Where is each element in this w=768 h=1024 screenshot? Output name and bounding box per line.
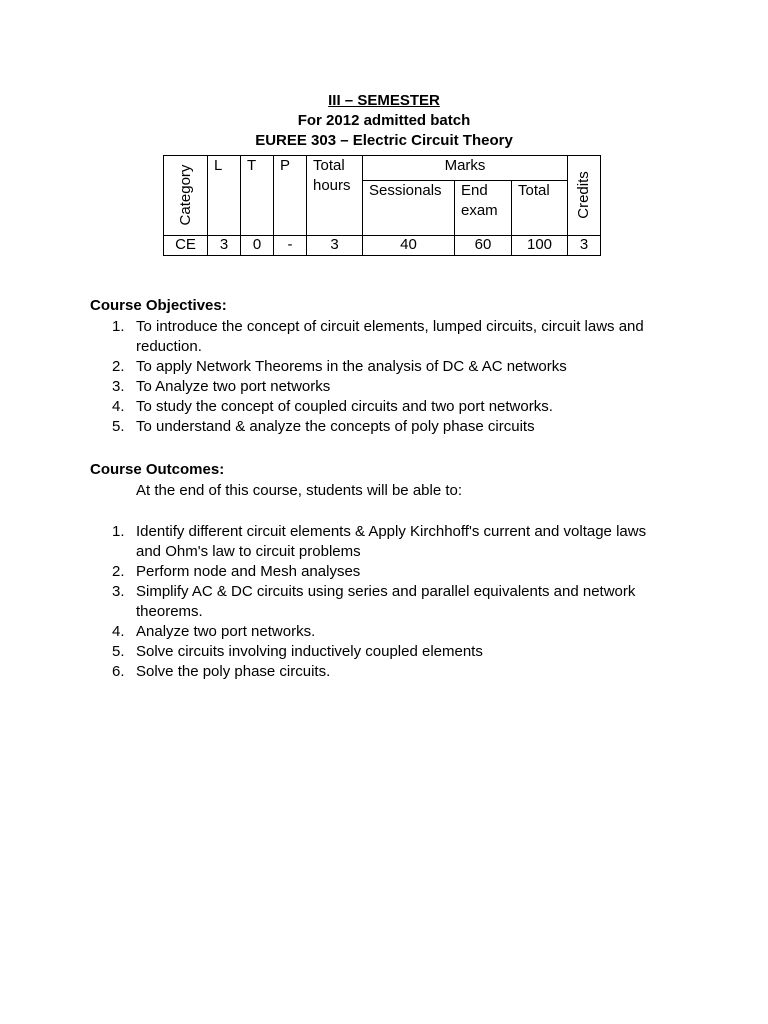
cell-end-exam: 60 bbox=[455, 236, 512, 256]
header-sessionals: Sessionals bbox=[363, 181, 455, 236]
list-item-text: To study the concept of coupled circuits and two port networks. bbox=[136, 398, 553, 415]
header-p: P bbox=[274, 156, 307, 236]
list-item-text: Analyze two port networks. bbox=[136, 623, 316, 640]
list-item-number: 4. bbox=[112, 398, 125, 415]
outcomes-heading: Course Outcomes: bbox=[90, 461, 225, 478]
cell-category: CE bbox=[164, 236, 208, 256]
list-item bbox=[90, 622, 670, 642]
document-header bbox=[0, 91, 768, 151]
header-credits-cell bbox=[568, 156, 601, 236]
header-total-hours: Total hours bbox=[307, 156, 363, 236]
list-item-text: To introduce the concept of circuit elements, lumped circuits, circuit laws and reduction. bbox=[136, 318, 644, 355]
list-item-text: Perform node and Mesh analyses bbox=[136, 563, 361, 580]
list-item-number: 1. bbox=[112, 318, 125, 335]
header-credits: Credits bbox=[575, 171, 592, 219]
objectives-heading: Course Objectives: bbox=[90, 297, 227, 314]
list-item bbox=[90, 357, 670, 377]
list-item-number: 2. bbox=[112, 358, 125, 375]
header-l: L bbox=[208, 156, 241, 236]
list-item-number: 5. bbox=[112, 418, 125, 435]
course-credit-table bbox=[163, 155, 601, 256]
list-item bbox=[90, 522, 670, 562]
list-item bbox=[90, 317, 670, 357]
outcomes-list bbox=[90, 522, 670, 682]
list-item-text: Identify different circuit elements & Apply Kirchhoff's current and voltage laws and Ohm's law to circuit problems bbox=[136, 523, 647, 560]
list-item-text: To understand & analyze the concepts of poly phase circuits bbox=[136, 418, 535, 435]
list-item bbox=[90, 377, 670, 397]
cell-sessionals: 40 bbox=[363, 236, 455, 256]
list-item bbox=[90, 417, 670, 437]
semester-title: III – SEMESTER bbox=[328, 92, 440, 109]
header-marks: Marks bbox=[363, 156, 568, 181]
header-t: T bbox=[241, 156, 274, 236]
list-item-number: 3. bbox=[112, 378, 125, 395]
list-item-number: 5. bbox=[112, 643, 125, 660]
batch-line: For 2012 admitted batch bbox=[297, 112, 471, 129]
header-category-cell bbox=[164, 156, 208, 236]
cell-total-hours: 3 bbox=[307, 236, 363, 256]
list-item-number: 4. bbox=[112, 623, 125, 640]
list-item-text: To Analyze two port networks bbox=[136, 378, 331, 395]
cell-p: - bbox=[274, 236, 307, 256]
list-item-text: To apply Network Theorems in the analysis of DC & AC networks bbox=[136, 358, 567, 375]
cell-t: 0 bbox=[241, 236, 274, 256]
outcomes-intro: At the end of this course, students will be able to: bbox=[136, 482, 463, 499]
list-item bbox=[90, 642, 670, 662]
header-category: Category bbox=[176, 164, 194, 226]
list-item-number: 6. bbox=[112, 663, 125, 680]
course-title: EUREE 303 – Electric Circuit Theory bbox=[255, 132, 513, 149]
table-row bbox=[164, 236, 601, 256]
list-item-text: Simplify AC & DC circuits using series and parallel equivalents and network theorems. bbox=[136, 583, 636, 620]
list-item-number: 3. bbox=[112, 583, 125, 600]
cell-credits: 3 bbox=[568, 236, 601, 256]
list-item-text: Solve circuits involving inductively coupled elements bbox=[136, 643, 483, 660]
cell-l: 3 bbox=[208, 236, 241, 256]
list-item bbox=[90, 582, 670, 622]
header-total: Total bbox=[512, 181, 568, 236]
list-item bbox=[90, 397, 670, 417]
list-item bbox=[90, 562, 670, 582]
list-item-number: 2. bbox=[112, 563, 125, 580]
objectives-list bbox=[90, 317, 670, 437]
list-item-number: 1. bbox=[112, 523, 125, 540]
list-item-text: Solve the poly phase circuits. bbox=[136, 663, 331, 680]
cell-total: 100 bbox=[512, 236, 568, 256]
list-item bbox=[90, 662, 670, 682]
header-end-exam: End exam bbox=[455, 181, 512, 236]
